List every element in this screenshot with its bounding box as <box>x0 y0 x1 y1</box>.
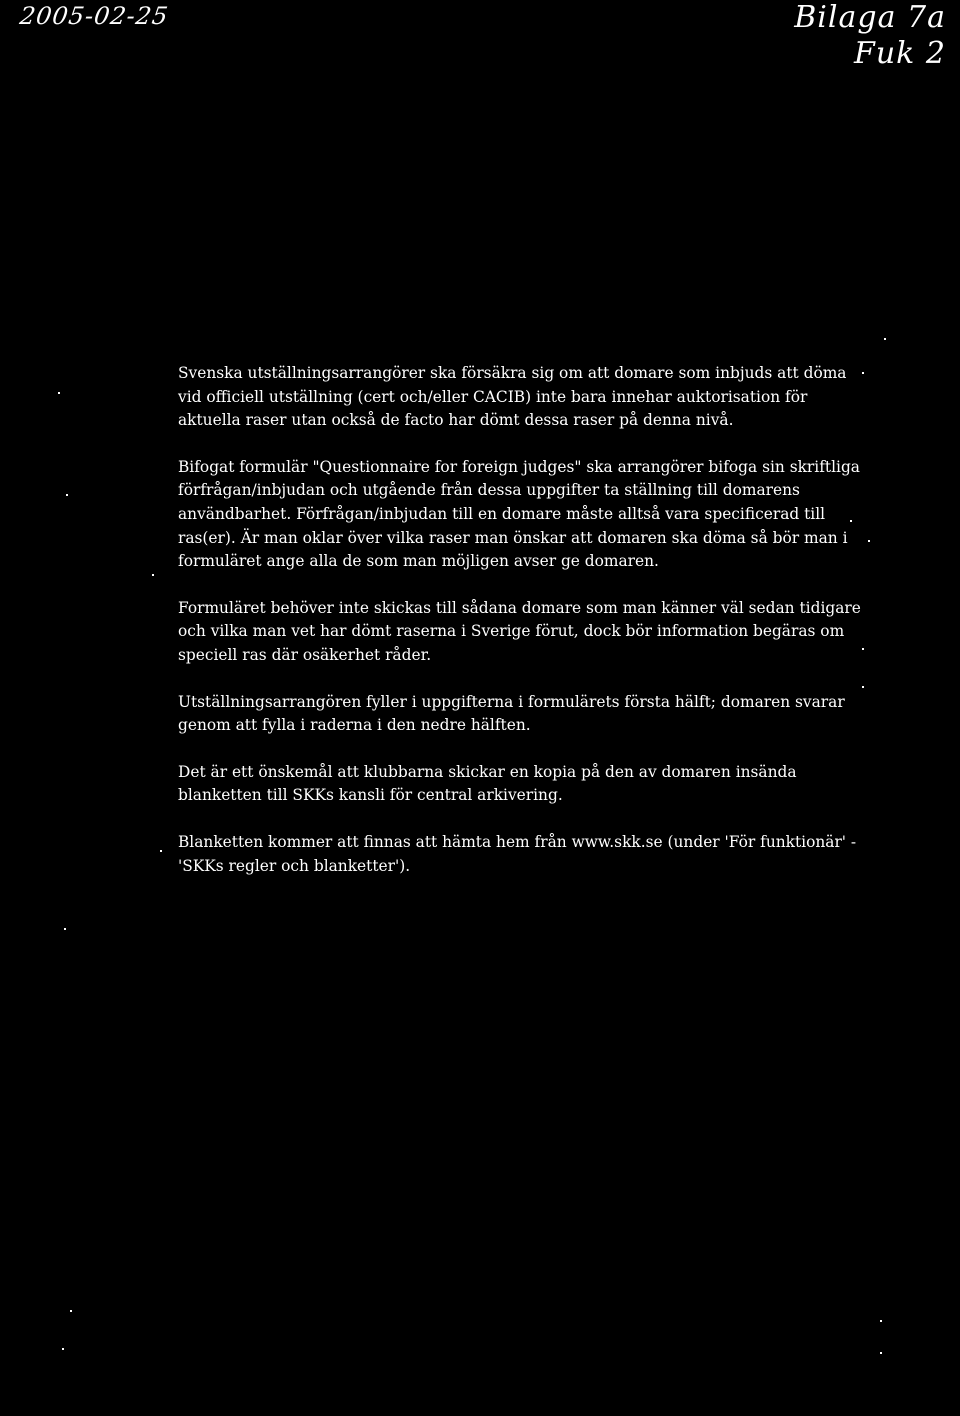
handwritten-annotation <box>794 0 946 72</box>
handwritten-date: 2005-02-25 <box>18 2 171 30</box>
annotation-line-2: Fuk 2 <box>854 36 946 71</box>
paragraph-4: Utställningsarrangören fyller i uppgifterna i formulärets första hälft; domaren svarar genom att fylla i raderna i den nedre hälften. <box>178 692 845 735</box>
paragraph-6: Blanketten kommer att finnas att hämta hem från www.skk.se (under 'För funktionär' - 'SKKs regler och blanketter'). <box>178 832 857 875</box>
paragraph-1: Svenska utställningsarrangörer ska försäkra sig om att domare som inbjuds att döma vid officiell utställning (cert och/eller CACIB) inte bara innehar auktorisation för aktuella raser utan också de facto har dömt dessa raser på denna nivå. <box>178 364 847 430</box>
paragraph-2: Bifogat formulär "Questionnaire for foreign judges" ska arrangörer bifoga sin skriftliga förfrågan/inbjudan och utgående från dessa uppgifter ta ställning till domarens användbarhet. Förfrågan/inbjudan till en domare måste alltså vara specificerad till ras(er). Är man oklar över vilka raser man önskar att domaren ska döma så bör man i formuläret ange alla de som man möjligen avser ge domaren. <box>178 457 860 571</box>
annotation-line-1: Bilaga 7a <box>794 0 946 35</box>
paragraph-3: Formuläret behöver inte skickas till sådana domare som man känner väl sedan tidigare och vilka man vet har dömt raserna i Sverige förut, dock bör information begäras om speciell ras där osäkerhet råder. <box>178 598 861 664</box>
paragraph-5: Det är ett önskemål att klubbarna skickar en kopia på den av domaren insända blanketten till SKKs kansli för central arkivering. <box>178 762 797 805</box>
document-body <box>178 362 868 901</box>
